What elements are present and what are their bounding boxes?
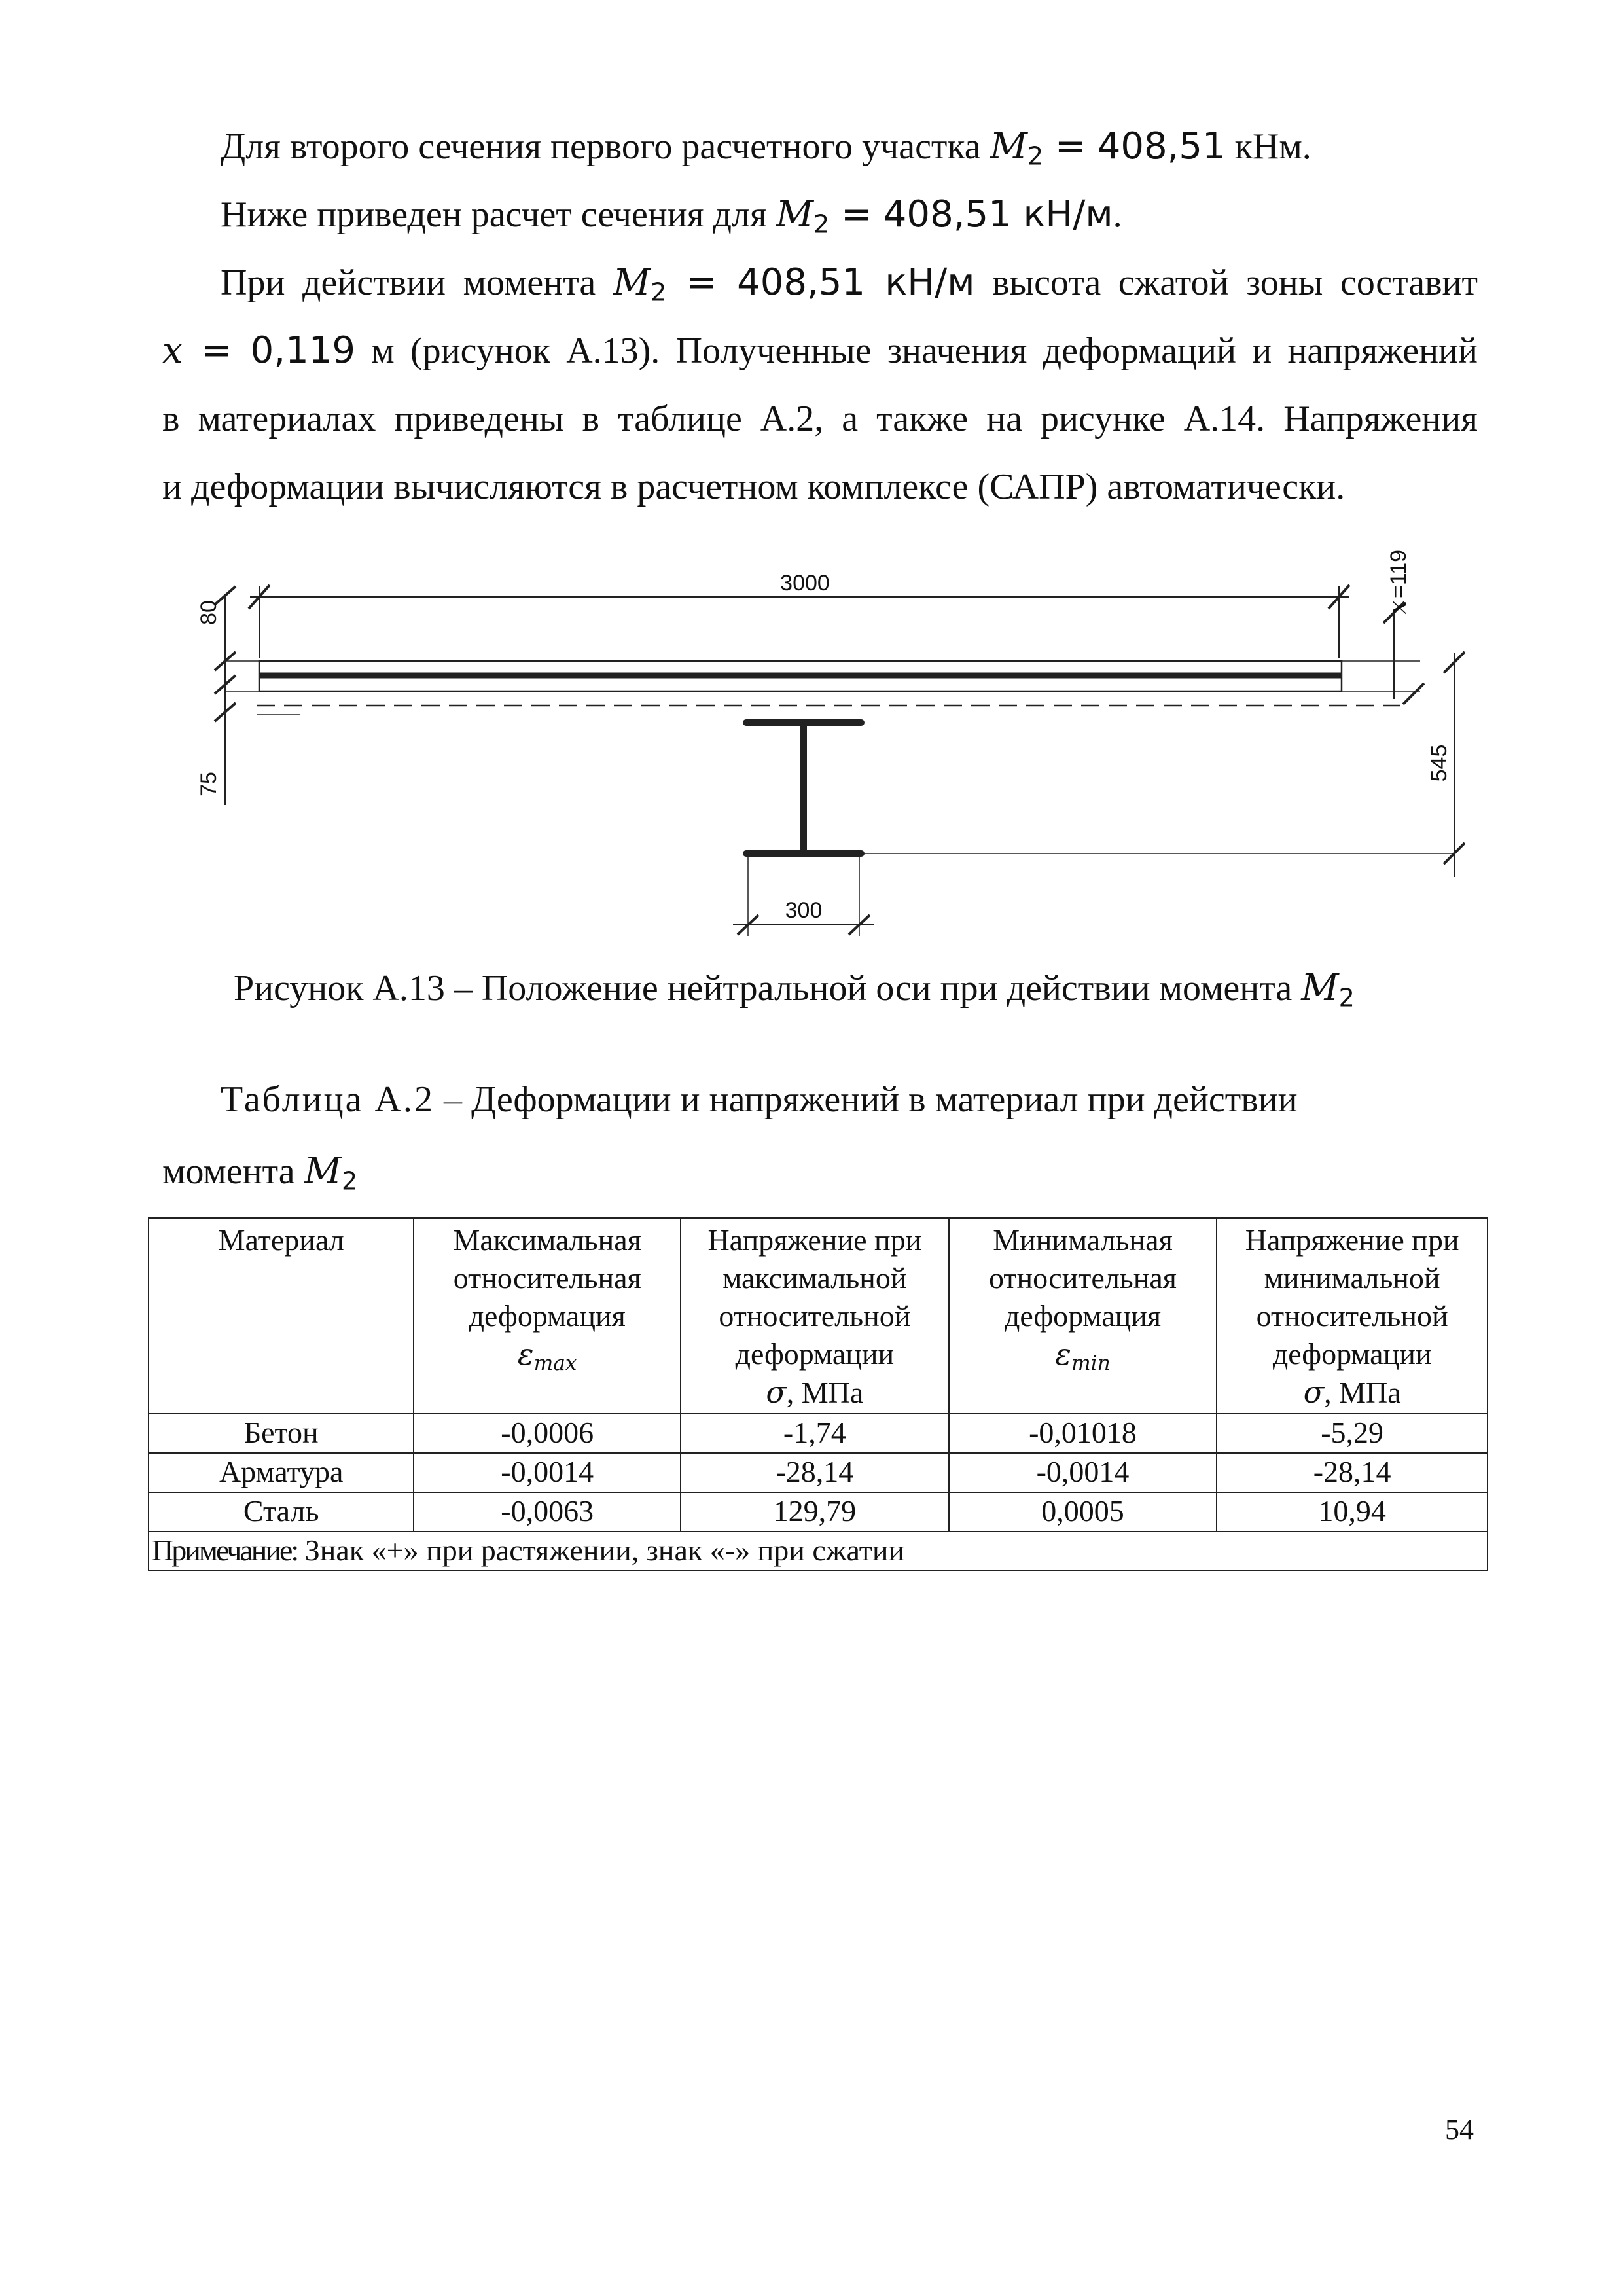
cell-max-deformation: -0,0063 [414, 1492, 681, 1532]
table-header-row [149, 1218, 1488, 1414]
table-note: Примечание: Знак «+» при растяжении, знак «-» при сжатии [149, 1532, 1488, 1571]
paragraph-3-line-2: x = 0,119 м (рисунок А.13). Полученные значения деформаций и напряжений [162, 329, 1478, 372]
cell-material: Бетон [149, 1414, 414, 1453]
header-material: Материал [149, 1218, 414, 1414]
paragraph-3 [162, 249, 1478, 521]
dim-label-x [1385, 550, 1412, 614]
cell-max-deformation: -0,0014 [414, 1453, 681, 1492]
table-row [149, 1492, 1488, 1532]
header-stress-at-min: Напряжение при минимальной относительной деформации σ, МПа [1217, 1218, 1488, 1414]
header-max-deformation: Максимальная относительная деформация $\varepsilon_{max}$ [414, 1218, 681, 1414]
paragraph-3-line-3: в материалах приведены в таблице А.2, а также на рисунке А.14. Напряжения [162, 399, 1478, 439]
cell-min-deformation: -0,0014 [949, 1453, 1217, 1492]
cell-max-deformation: -0,0006 [414, 1414, 681, 1453]
figure-caption: Рисунок А.13 – Положение нейтральной оси при действии момента $M_2$ [234, 967, 1355, 1013]
cell-stress-max: 129,79 [681, 1492, 949, 1532]
table-row [149, 1414, 1488, 1453]
table-caption: Таблица А.2 – Деформации и напряжений в материал при действии [221, 1079, 1298, 1120]
table-row [149, 1453, 1488, 1492]
paragraph-1: Для второго сечения первого расчетного участка $M_2 = 408,51$ кНм. [221, 125, 1311, 171]
header-stress-at-max: Напряжение при максимальной относительной деформации σ, МПа [681, 1218, 949, 1414]
cell-stress-min: -28,14 [1217, 1453, 1488, 1492]
header-min-deformation: Минимальная относительная деформация $\varepsilon_{min}$ [949, 1218, 1217, 1414]
cell-stress-min: 10,94 [1217, 1492, 1488, 1532]
dim-label-slab: 80 [196, 600, 221, 625]
table-caption-line-2: момента $M_2$ [162, 1150, 358, 1196]
paragraph-2: Ниже приведен расчет сечения для $M_2 = 408,51$ кН/м. [221, 193, 1122, 239]
deformation-table [148, 1217, 1488, 1571]
cell-stress-max: -1,74 [681, 1414, 949, 1453]
svg-text:x: x [1385, 601, 1412, 615]
svg-text:=119: =119 [1386, 550, 1411, 598]
cross-section-drawing [190, 550, 1486, 949]
paragraph-3-line-4: и деформации вычисляются в расчетном комплексе (САПР) автоматически. [162, 467, 1346, 507]
cell-stress-max: -28,14 [681, 1453, 949, 1492]
dim-label-width: 3000 [780, 571, 830, 596]
page-number: 54 [1445, 2113, 1474, 2145]
table-note-row [149, 1532, 1488, 1571]
cell-stress-min: -5,29 [1217, 1414, 1488, 1453]
paragraph-3-line-1: При действии момента $M_2 = 408,51$ кН/м высота сжатой зоны составит [221, 261, 1478, 307]
cell-min-deformation: 0,0005 [949, 1492, 1217, 1532]
dim-label-haunch: 75 [196, 772, 221, 797]
cell-min-deformation: -0,01018 [949, 1414, 1217, 1453]
cell-material: Арматура [149, 1453, 414, 1492]
dim-label-height: 545 [1427, 744, 1452, 782]
cell-material: Сталь [149, 1492, 414, 1532]
dim-label-flange: 300 [785, 898, 823, 923]
